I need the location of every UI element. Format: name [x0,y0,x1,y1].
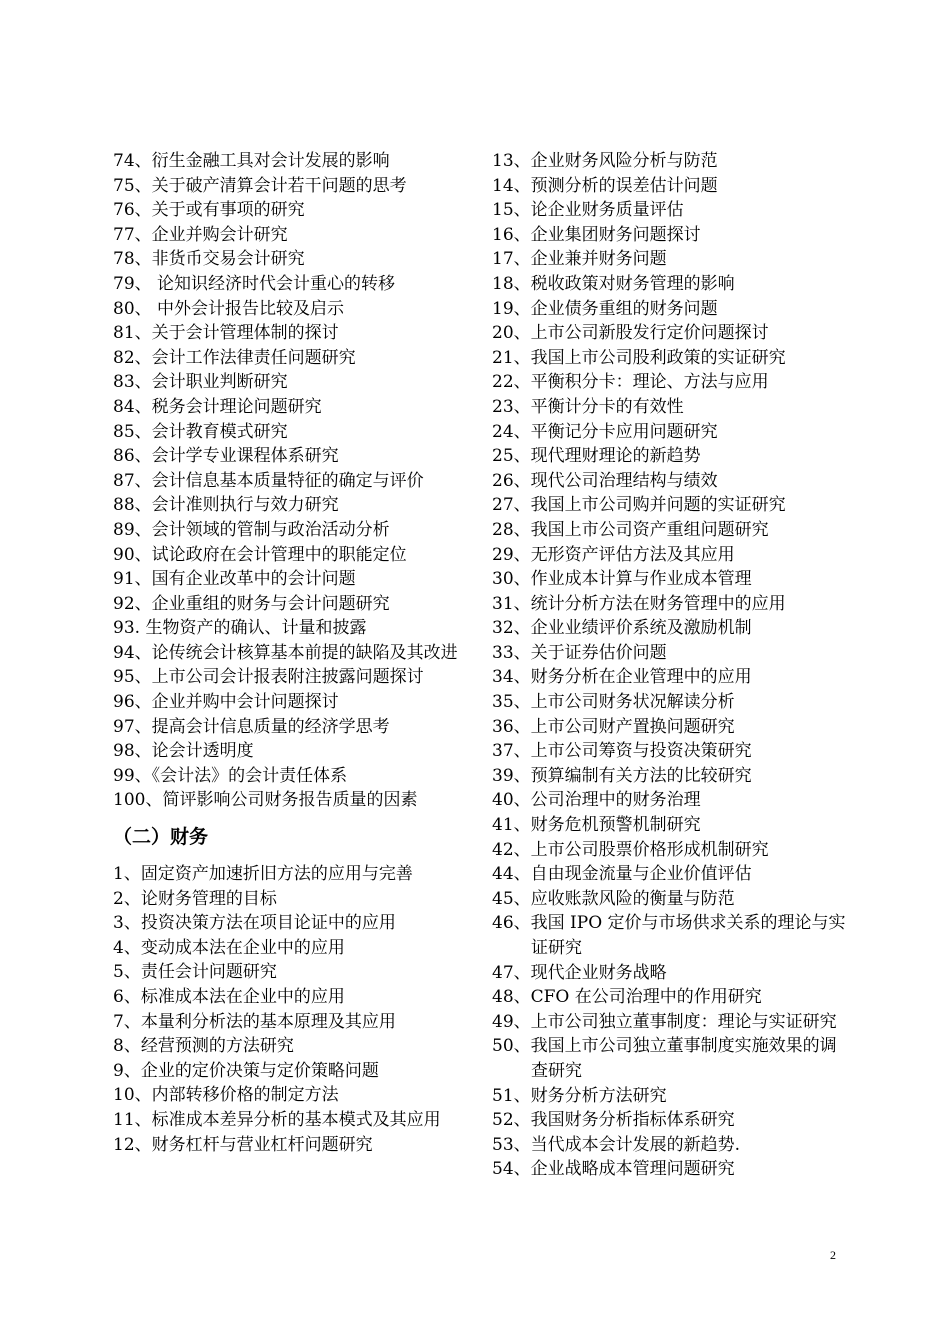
list-item: 54、企业战略成本管理问题研究 [492,1159,735,1180]
list-item: 39、预算编制有关方法的比较研究 [492,765,752,786]
list-item: 88、会计准则执行与效力研究 [113,495,339,516]
list-item: 22、平衡积分卡：理论、方法与应用 [492,372,769,393]
list-item: 90、试论政府在会计管理中的职能定位 [113,544,407,565]
list-item: 87、会计信息基本质量特征的确定与评价 [113,470,424,491]
list-item: 92、企业重组的财务与会计问题研究 [113,593,390,614]
list-item: 18、税收政策对财务管理的影响 [492,273,735,294]
list-item: 52、我国财务分析指标体系研究 [492,1110,735,1131]
list-item: 51、财务分析方法研究 [492,1085,667,1106]
list-item: 35、上市公司财务状况解读分析 [492,692,735,713]
list-item: 9、企业的定价决策与定价策略问题 [113,1060,379,1081]
list-item: 7、本量利分析法的基本原理及其应用 [113,1011,396,1032]
list-item: 20、上市公司新股发行定价问题探讨 [492,323,769,344]
list-item: 49、上市公司独立董事制度：理论与实证研究 [492,1011,837,1032]
list-item: 31、统计分析方法在财务管理中的应用 [492,593,786,614]
list-item: 42、上市公司股票价格形成机制研究 [492,839,769,860]
list-item: 34、财务分析在企业管理中的应用 [492,667,752,688]
list-item: 23、平衡计分卡的有效性 [492,396,684,417]
list-item: 3、投资决策方法在项目论证中的应用 [113,913,396,934]
list-item: 82、会计工作法律责任问题研究 [113,347,356,368]
list-item: 30、作业成本计算与作业成本管理 [492,569,752,590]
list-item: 4、变动成本法在企业中的应用 [113,937,345,958]
list-item: 32、企业业绩评价系统及激励机制 [492,618,752,639]
list-item: 50、我国上市公司独立董事制度实施效果的调查研究 [492,1036,837,1081]
list-item: 77、企业并购会计研究 [113,224,288,245]
list-item: 27、我国上市公司购并问题的实证研究 [492,495,786,516]
list-item: 1、固定资产加速折旧方法的应用与完善 [113,864,413,885]
list-item: 97、提高会计信息质量的经济学思考 [113,716,390,737]
page-number: 2 [830,1248,836,1262]
list-item: 17、企业兼并财务问题 [492,249,667,270]
list-item: 10、内部转移价格的制定方法 [113,1085,339,1106]
list-item: 24、平衡记分卡应用问题研究 [492,421,718,442]
list-item: 91、国有企业改革中的会计问题 [113,569,356,590]
list-item: 99、《会计法》的会计责任体系 [113,765,348,786]
list-item: 85、会计教育模式研究 [113,421,288,442]
list-item: 96、企业并购中会计问题探讨 [113,692,339,713]
list-item: 40、公司治理中的财务治理 [492,790,701,811]
list-item: 19、企业债务重组的财务问题 [492,298,718,319]
list-item: 47、现代企业财务战略 [492,962,667,983]
list-item: 16、企业集团财务问题探讨 [492,224,701,245]
list-item: 11、标准成本差异分析的基本模式及其应用 [113,1109,441,1130]
list-item: 89、会计领域的管制与政治活动分析 [113,519,390,540]
list-item: 83、会计职业判断研究 [113,372,288,393]
right-column [492,149,847,1182]
list-item: 15、论企业财务质量评估 [492,200,684,221]
list-item: 98、论会计透明度 [113,741,254,762]
list-item: 46、我国 IPO 定价与市场供求关系的理论与实证研究 [492,913,846,958]
list-item: 29、无形资产评估方法及其应用 [492,544,735,565]
list-item: 28、我国上市公司资产重组问题研究 [492,519,769,540]
left-column [113,149,470,1157]
list-item: 94、论传统会计核算基本前提的缺陷及其改进 [113,642,458,663]
list-item: 79、 论知识经济时代会计重心的转移 [113,273,396,294]
list-item: 44、自由现金流量与企业价值评估 [492,864,752,885]
finance-section-heading: （二）财务 [113,826,209,849]
list-item: 76、关于或有事项的研究 [113,200,305,221]
finance-topic-list-right [492,149,847,1182]
list-item: 78、非货币交易会计研究 [113,249,305,270]
list-item: 100、简评影响公司财务报告质量的因素 [113,790,418,811]
list-item: 41、财务危机预警机制研究 [492,815,701,836]
list-item: 13、企业财务风险分析与防范 [492,151,718,171]
list-item: 48、CFO 在公司治理中的作用研究 [492,987,762,1008]
list-item: 74、衍生金融工具对会计发展的影响 [113,151,390,171]
list-item: 14、预测分析的误差估计问题 [492,175,718,196]
finance-topic-list-left [113,862,470,1157]
list-item: 2、论财务管理的目标 [113,888,277,909]
list-item: 53、当代成本会计发展的新趋势. [492,1134,741,1155]
list-item: 37、上市公司筹资与投资决策研究 [492,741,752,762]
list-item: 75、关于破产清算会计若干问题的思考 [113,175,407,196]
list-item: 26、现代公司治理结构与绩效 [492,470,718,491]
list-item: 8、经营预测的方法研究 [113,1036,294,1057]
list-item: 45、应收账款风险的衡量与防范 [492,888,735,909]
list-item: 33、关于证券估价问题 [492,642,667,663]
list-item: 12、财务杠杆与营业杠杆问题研究 [113,1134,373,1155]
list-item: 95、上市公司会计报表附注披露问题探讨 [113,667,424,688]
list-item: 81、关于会计管理体制的探讨 [113,323,339,344]
list-item: 93. 生物资产的确认、计量和披露 [113,618,367,639]
list-item: 80、 中外会计报告比较及启示 [113,298,345,319]
list-item: 6、标准成本法在企业中的应用 [113,987,345,1007]
list-item: 84、税务会计理论问题研究 [113,396,322,417]
accounting-topic-list [113,149,470,813]
list-item: 86、会计学专业课程体系研究 [113,446,339,467]
list-item: 36、上市公司财产置换问题研究 [492,716,735,737]
list-item: 5、责任会计问题研究 [113,962,277,983]
list-item: 25、现代理财理论的新趋势 [492,446,701,467]
list-item: 21、我国上市公司股利政策的实证研究 [492,347,786,368]
